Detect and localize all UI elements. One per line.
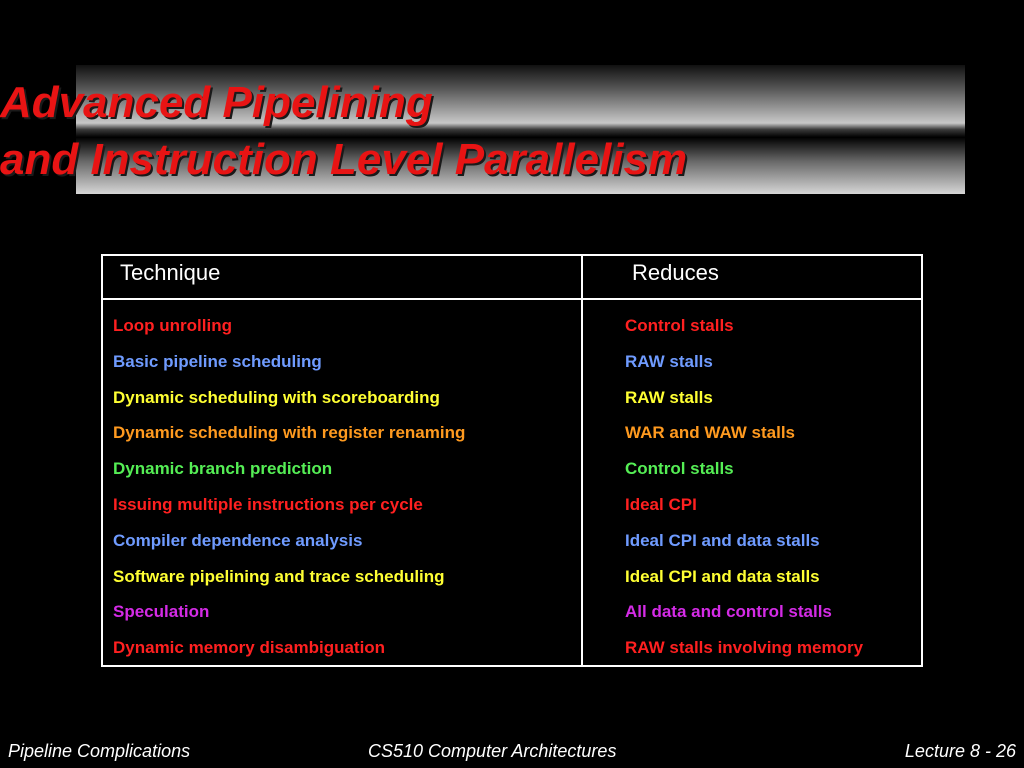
table-row — [103, 637, 921, 673]
technique-cell: Basic pipeline scheduling — [113, 351, 322, 371]
table-row — [103, 530, 921, 566]
header-technique: Technique — [120, 260, 221, 285]
footer-course: CS510 Computer Architectures — [368, 741, 617, 761]
technique-cell: Loop unrolling — [113, 316, 232, 335]
reduces-cell: RAW stalls — [625, 387, 713, 407]
reduces-cell: Ideal CPI and data stalls — [625, 566, 820, 586]
table-row — [103, 601, 921, 637]
table-row — [103, 422, 921, 458]
footer-topic: Pipeline Complications — [8, 741, 191, 761]
technique-cell: Speculation — [113, 602, 210, 622]
slide-title-line-2: and Instruction Level Parallelism — [0, 135, 688, 184]
technique-cell: Software pipelining and trace scheduling — [113, 566, 445, 586]
reduces-cell: RAW stalls — [625, 351, 713, 371]
reduces-cell: WAR and WAW stalls — [625, 423, 796, 443]
table-row — [103, 351, 921, 387]
reduces-cell: Control stalls — [625, 316, 734, 335]
reduces-cell: Ideal CPI — [625, 495, 697, 514]
slide-title-line-1: Advanced Pipelining — [0, 78, 433, 127]
table-row — [103, 494, 921, 530]
table-row — [103, 315, 921, 351]
header-divider — [103, 298, 921, 300]
table-row — [103, 566, 921, 602]
reduces-cell: Ideal CPI and data stalls — [625, 530, 820, 550]
technique-table — [101, 254, 923, 667]
header-reduces: Reduces — [632, 260, 719, 285]
technique-cell: Dynamic memory disambiguation — [113, 638, 386, 658]
reduces-cell: RAW stalls involving memory — [625, 638, 864, 658]
table-row — [103, 387, 921, 423]
reduces-cell: Control stalls — [625, 459, 734, 479]
technique-cell: Compiler dependence analysis — [113, 530, 363, 550]
technique-cell: Dynamic scheduling with register renaming — [113, 423, 466, 443]
technique-cell: Dynamic branch prediction — [113, 459, 333, 479]
reduces-cell: All data and control stalls — [625, 602, 832, 622]
footer-page-number: Lecture 8 - 26 — [904, 741, 1016, 761]
technique-cell: Issuing multiple instructions per cycle — [113, 495, 423, 514]
table-row — [103, 458, 921, 494]
technique-cell: Dynamic scheduling with scoreboarding — [113, 387, 440, 407]
